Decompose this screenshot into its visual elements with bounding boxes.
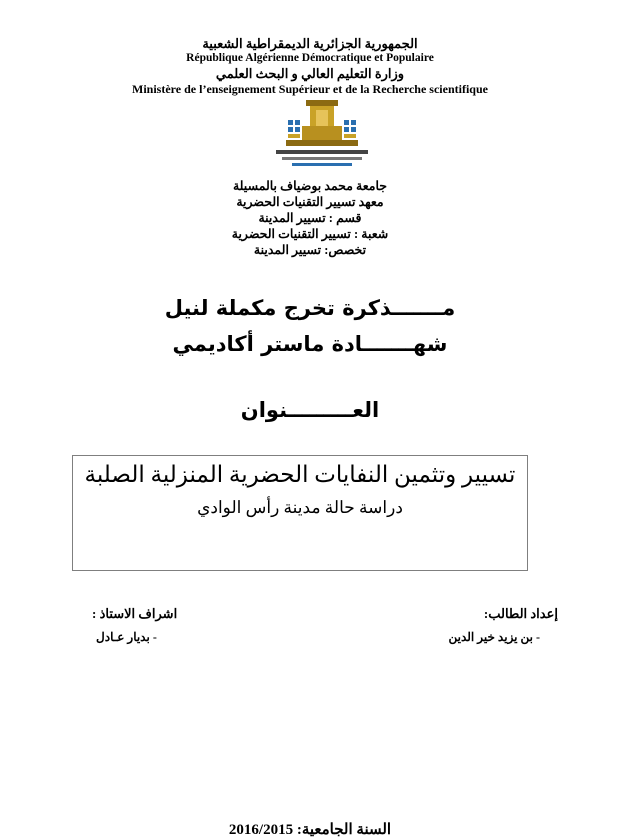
ministry-french: Ministère de l’enseignement Supérieur et de la Recherche scientifique: [132, 82, 488, 96]
student-label: إعداد الطالب:: [483, 606, 558, 621]
title-label: العـــــــــنوان: [240, 398, 380, 422]
specialty-name: تخصص: تسيير المدينة: [253, 243, 367, 257]
thesis-title-box: [72, 455, 528, 571]
academic-year: [0, 820, 620, 839]
institute-name: معهد تسيير التقنيات الحضرية: [236, 195, 384, 209]
memoire-line-1: مـــــــذكرة تخرج مكملة لنيل: [164, 296, 456, 320]
ministry-arabic: وزارة التعليم العالي و البحث العلمي: [215, 66, 405, 81]
branch-name: شعبة : تسيير التقنيات الحضرية: [231, 227, 389, 241]
thesis-title: تسيير وتثمين النفايات الحضرية المنزلية الصلبة: [84, 462, 516, 487]
academic-year-value: 2016/2015: [228, 822, 294, 838]
thesis-subtitle: دراسة حالة مدينة رأس الوادي: [197, 498, 403, 517]
republic-french: République Algérienne Démocratique et Populaire: [186, 52, 434, 64]
republic-arabic: الجمهورية الجزائرية الديمقراطية الشعبية: [202, 36, 418, 51]
student-name: - بن يزيد خير الدين: [448, 630, 540, 644]
department-name: قسم : تسيير المدينة: [258, 211, 362, 225]
university-logo: [268, 100, 376, 172]
supervisor-label: اشراف الاستاذ :: [92, 606, 178, 621]
academic-year-label: السنة الجامعية:: [296, 822, 392, 838]
university-name: جامعة محمد بوضياف بالمسيلة: [232, 179, 388, 193]
memoire-line-2: شهـــــــادة ماستر أكاديمي: [172, 332, 448, 356]
supervisor-name: - بديار عـادل: [96, 630, 157, 644]
